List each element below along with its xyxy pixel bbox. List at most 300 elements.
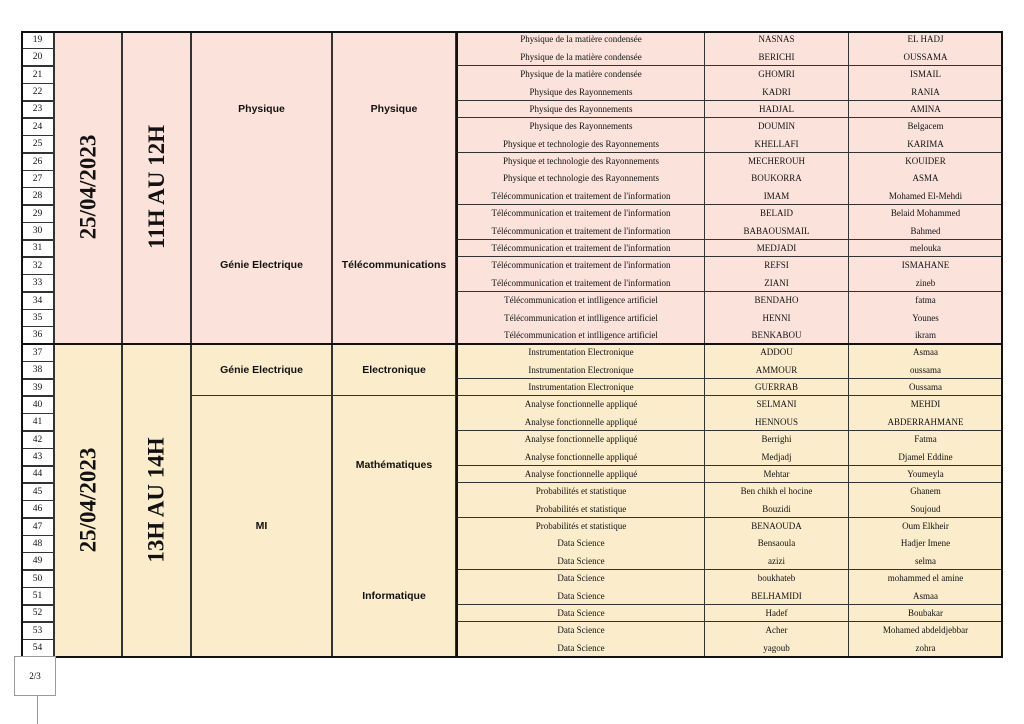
nom-cell-text: SELMANI (756, 399, 797, 410)
specialite-cell-text: Télécommunication et intlligence artificiel (504, 295, 658, 306)
specialite-cell (456, 639, 704, 657)
prenom-cell-text: zohra (915, 642, 936, 653)
specialite-cell-text: Physique de la matière condensée (520, 34, 642, 45)
nom-cell (704, 622, 848, 640)
prenom-cell (848, 518, 1003, 536)
specialite-cell (456, 535, 704, 553)
nom-cell (704, 118, 848, 136)
nom-cell-text: BERICHI (758, 51, 795, 62)
prenom-cell-text: Oussama (909, 382, 942, 393)
nom-cell (704, 639, 848, 657)
prenom-cell-text: MEHDI (910, 399, 941, 410)
specialite-cell-text: Télécommunication et intlligence artificiel (504, 312, 658, 323)
prenom-cell (848, 326, 1003, 344)
prenom-cell (848, 466, 1003, 484)
nom-cell-text: BELAID (760, 208, 793, 219)
prenom-cell-text: Soujoud (910, 503, 941, 514)
page-number-box (14, 656, 56, 696)
prenom-cell (848, 153, 1003, 171)
filiere-cell (332, 396, 456, 536)
nom-cell-text: HADJAL (759, 103, 794, 114)
row-number (21, 153, 54, 171)
prenom-cell (848, 639, 1003, 657)
row-number-text: 41 (32, 417, 43, 428)
prenom-cell-text: melouka (910, 242, 941, 253)
prenom-cell (848, 535, 1003, 553)
prenom-cell-text: Bahmed (910, 225, 941, 236)
row-number-text: 45 (32, 486, 43, 497)
nom-cell-text: BENDAHO (754, 295, 799, 306)
nom-cell (704, 605, 848, 623)
nom-cell (704, 396, 848, 414)
domaine-cell-text: MI (255, 520, 268, 533)
row-number (21, 101, 54, 119)
nom-cell (704, 483, 848, 501)
prenom-cell-text: KARIMA (907, 138, 944, 149)
nom-cell-text: BELHAMIDI (751, 590, 802, 601)
specialite-cell-text: Analyse fonctionnelle appliqué (524, 416, 638, 427)
session-time-text: 11H AU 12H (143, 125, 169, 250)
row-number (21, 448, 54, 466)
row-number-text: 53 (32, 625, 43, 636)
domaine-cell (191, 187, 332, 344)
prenom-cell-text: Asmaa (913, 347, 938, 358)
nom-cell-text: NASNAS (758, 34, 795, 45)
nom-cell (704, 292, 848, 310)
specialite-cell (456, 587, 704, 605)
specialite-cell-text: Physique des Rayonnements (529, 121, 633, 132)
row-number (21, 66, 54, 84)
specialite-cell (456, 396, 704, 414)
specialite-cell (456, 552, 704, 570)
prenom-cell (848, 135, 1003, 153)
row-number-text: 25 (32, 139, 43, 150)
row-number (21, 639, 54, 657)
row-number (21, 466, 54, 484)
row-number (21, 31, 54, 49)
nom-cell (704, 552, 848, 570)
prenom-cell-text: Belgacem (907, 121, 944, 132)
nom-cell-text: REFSI (764, 260, 789, 271)
specialite-cell (456, 101, 704, 119)
row-number (21, 326, 54, 344)
row-number (21, 222, 54, 240)
domaine-cell-text: Génie Electrique (220, 363, 303, 376)
row-number (21, 344, 54, 362)
row-number (21, 187, 54, 205)
specialite-cell (456, 570, 704, 588)
specialite-cell (456, 153, 704, 171)
specialite-cell-text: Probabilités et statistique (535, 521, 627, 532)
prenom-cell-text: Fatma (914, 434, 937, 445)
nom-cell (704, 257, 848, 275)
prenom-cell-text: zineb (915, 277, 936, 288)
row-number (21, 118, 54, 136)
nom-cell (704, 535, 848, 553)
specialite-cell-text: Data Science (557, 590, 605, 601)
prenom-cell (848, 31, 1003, 49)
row-number-text: 37 (32, 347, 43, 358)
nom-cell (704, 500, 848, 518)
row-number-text: 26 (32, 156, 43, 167)
row-number-text: 39 (32, 382, 43, 393)
row-number-text: 35 (32, 313, 43, 324)
domaine-cell (191, 31, 332, 188)
prenom-cell (848, 552, 1003, 570)
prenom-cell-text: OUSSAMA (903, 51, 948, 62)
specialite-cell-text: Télécommunication et traitement de l'information (491, 190, 671, 201)
specialite-cell (456, 431, 704, 449)
session-time (122, 31, 191, 344)
specialite-cell (456, 257, 704, 275)
prenom-cell-text: Ghanem (910, 486, 941, 497)
specialite-cell-text: Télécommunication et traitement de l'information (491, 277, 671, 288)
row-number-text: 36 (32, 330, 43, 341)
nom-cell-text: Hadef (765, 607, 788, 618)
nom-cell-text: azizi (768, 555, 785, 566)
row-number-text: 34 (32, 295, 43, 306)
prenom-cell-text: fatma (915, 295, 936, 306)
exam-schedule-table (21, 31, 1003, 657)
nom-cell (704, 309, 848, 327)
nom-cell-text: BENKABOU (751, 329, 802, 340)
filiere-cell (332, 31, 456, 188)
nom-cell-text: ADDOU (760, 347, 793, 358)
row-number (21, 274, 54, 292)
nom-cell-text: yagoub (763, 642, 790, 653)
row-number (21, 570, 54, 588)
row-number-text: 32 (32, 260, 43, 271)
row-number-text: 22 (32, 87, 43, 98)
specialite-cell (456, 361, 704, 379)
row-number-text: 48 (32, 538, 43, 549)
specialite-cell (456, 466, 704, 484)
specialite-cell (456, 605, 704, 623)
nom-cell-text: Bensaoula (757, 538, 796, 549)
specialite-cell (456, 274, 704, 292)
nom-cell-text: Bouzidi (762, 503, 791, 514)
prenom-cell (848, 118, 1003, 136)
nom-cell-text: Acher (765, 625, 788, 636)
prenom-cell (848, 622, 1003, 640)
prenom-cell-text: Belaid Mohammed (890, 208, 961, 219)
row-number-text: 20 (32, 52, 43, 63)
row-number (21, 483, 54, 501)
session-date (54, 344, 122, 657)
row-number-text: 50 (32, 573, 43, 584)
row-number-text: 54 (32, 643, 43, 654)
specialite-cell-text: Probabilités et statistique (535, 486, 627, 497)
nom-cell (704, 153, 848, 171)
row-number (21, 396, 54, 414)
specialite-cell-text: Data Science (557, 573, 605, 584)
page-connector-line (37, 696, 38, 724)
nom-cell-text: KADRI (762, 86, 791, 97)
row-number (21, 587, 54, 605)
row-number-text: 23 (32, 104, 43, 115)
session-time-text: 13H AU 14H (143, 437, 169, 563)
specialite-cell (456, 448, 704, 466)
specialite-cell (456, 66, 704, 84)
specialite-cell-text: Physique et technologie des Rayonnements (503, 173, 659, 184)
specialite-cell (456, 500, 704, 518)
specialite-cell (456, 222, 704, 240)
specialite-cell (456, 118, 704, 136)
row-number-text: 52 (32, 608, 43, 619)
nom-cell (704, 448, 848, 466)
row-number-text: 43 (32, 452, 43, 463)
nom-cell-text: IMAM (763, 190, 790, 201)
specialite-cell-text: Instrumentation Electronique (528, 347, 634, 358)
row-number (21, 292, 54, 310)
filiere-cell (332, 344, 456, 397)
specialite-cell-text: Data Science (557, 538, 605, 549)
session-date (54, 31, 122, 344)
specialite-cell (456, 83, 704, 101)
nom-cell (704, 326, 848, 344)
specialite-cell-text: Analyse fonctionnelle appliqué (524, 434, 638, 445)
prenom-cell-text: Mohamed abdeldjebbar (882, 625, 969, 636)
row-number-text: 21 (32, 69, 43, 80)
nom-cell-text: Berrighi (761, 434, 792, 445)
specialite-cell (456, 292, 704, 310)
row-number-text: 29 (32, 208, 43, 219)
prenom-cell (848, 187, 1003, 205)
row-number-text: 28 (32, 191, 43, 202)
specialite-cell-text: Physique de la matière condensée (520, 69, 642, 80)
nom-cell-text: MECHEROUH (747, 156, 805, 167)
prenom-cell-text: Boubakar (908, 607, 943, 618)
prenom-cell-text: Asmaa (913, 590, 938, 601)
nom-cell-text: Ben chikh el hocine (740, 486, 813, 497)
prenom-cell (848, 205, 1003, 223)
specialite-cell-text: Télécommunication et traitement de l'information (491, 260, 671, 271)
prenom-cell-text: AMINA (910, 103, 941, 114)
prenom-cell (848, 379, 1003, 397)
nom-cell-text: ZIANI (764, 277, 789, 288)
prenom-cell (848, 587, 1003, 605)
row-number-text: 47 (32, 521, 43, 532)
specialite-cell-text: Télécommunication et traitement de l'information (491, 208, 671, 219)
row-number (21, 552, 54, 570)
filiere-cell-text: Informatique (362, 589, 426, 602)
nom-cell-text: MEDJADI (756, 242, 797, 253)
prenom-cell-text: Mohamed El-Mehdi (888, 190, 963, 201)
specialite-cell (456, 187, 704, 205)
specialite-cell-text: Physique de la matière condensée (520, 51, 642, 62)
nom-cell (704, 240, 848, 258)
row-number (21, 622, 54, 640)
nom-cell-text: KHELLAFI (754, 138, 799, 149)
prenom-cell (848, 66, 1003, 84)
nom-cell (704, 48, 848, 66)
prenom-cell (848, 413, 1003, 431)
row-number (21, 240, 54, 258)
specialite-cell-text: Data Science (557, 555, 605, 566)
prenom-cell-text: Hadjer Imene (900, 538, 951, 549)
specialite-cell (456, 31, 704, 49)
prenom-cell-text: Oum Elkheir (902, 521, 949, 532)
prenom-cell-text: selma (915, 555, 936, 566)
prenom-cell-text: Djamel Eddine (898, 451, 953, 462)
row-number (21, 518, 54, 536)
specialite-cell (456, 135, 704, 153)
specialite-cell-text: Instrumentation Electronique (528, 382, 634, 393)
nom-cell (704, 379, 848, 397)
nom-cell (704, 83, 848, 101)
nom-cell (704, 222, 848, 240)
nom-cell-text: BABAOUSMAIL (743, 225, 810, 236)
row-number (21, 605, 54, 623)
nom-cell (704, 361, 848, 379)
nom-cell-text: BOUKORRA (751, 173, 802, 184)
specialite-cell-text: Physique des Rayonnements (529, 103, 633, 114)
row-number-text: 49 (32, 556, 43, 567)
specialite-cell-text: Data Science (557, 625, 605, 636)
prenom-cell (848, 48, 1003, 66)
prenom-cell (848, 431, 1003, 449)
prenom-cell-text: ISMAIL (910, 69, 941, 80)
nom-cell-text: Mehtar (763, 468, 790, 479)
specialite-cell (456, 379, 704, 397)
domaine-cell (191, 396, 332, 657)
nom-cell-text: DOUMIN (758, 121, 795, 132)
nom-cell-text: AMMOUR (755, 364, 798, 375)
page-number: 2/3 (29, 671, 41, 681)
prenom-cell-text: KOUIDER (905, 156, 946, 167)
nom-cell (704, 205, 848, 223)
specialite-cell-text: Télécommunication et traitement de l'information (491, 242, 671, 253)
prenom-cell (848, 101, 1003, 119)
row-number (21, 205, 54, 223)
nom-cell-text: HENNI (762, 312, 791, 323)
session-time (122, 344, 191, 657)
prenom-cell (848, 605, 1003, 623)
row-number-text: 24 (32, 121, 43, 132)
specialite-cell (456, 483, 704, 501)
nom-cell (704, 101, 848, 119)
filiere-cell (332, 187, 456, 344)
specialite-cell (456, 170, 704, 188)
row-number-text: 19 (32, 34, 43, 45)
prenom-cell-text: ASMA (912, 173, 939, 184)
row-number (21, 379, 54, 397)
nom-cell-text: boukhateb (757, 573, 796, 584)
specialite-cell-text: Télécommunication et intlligence artificiel (504, 329, 658, 340)
nom-cell (704, 587, 848, 605)
row-number-text: 27 (32, 173, 43, 184)
row-number (21, 361, 54, 379)
session-date-text: 25/04/2023 (75, 134, 100, 240)
domaine-cell (191, 344, 332, 397)
specialite-cell-text: Analyse fonctionnelle appliqué (524, 451, 638, 462)
prenom-cell (848, 257, 1003, 275)
specialite-cell-text: Physique et technologie des Rayonnements (503, 138, 659, 149)
prenom-cell (848, 309, 1003, 327)
session-date-text: 25/04/2023 (75, 447, 100, 553)
prenom-cell (848, 240, 1003, 258)
nom-cell (704, 274, 848, 292)
prenom-cell (848, 292, 1003, 310)
prenom-cell (848, 570, 1003, 588)
row-number (21, 309, 54, 327)
prenom-cell (848, 83, 1003, 101)
nom-cell (704, 31, 848, 49)
specialite-cell (456, 240, 704, 258)
row-number (21, 257, 54, 275)
prenom-cell (848, 170, 1003, 188)
nom-cell (704, 431, 848, 449)
nom-cell (704, 187, 848, 205)
nom-cell-text: HENNOUS (754, 416, 798, 427)
nom-cell (704, 466, 848, 484)
prenom-cell (848, 361, 1003, 379)
row-number-text: 46 (32, 504, 43, 515)
specialite-cell-text: Physique et technologie des Rayonnements (503, 156, 659, 167)
prenom-cell (848, 500, 1003, 518)
prenom-cell-text: ikram (915, 329, 936, 340)
prenom-cell (848, 448, 1003, 466)
row-number-text: 31 (32, 243, 43, 254)
specialite-cell-text: Instrumentation Electronique (528, 364, 634, 375)
row-number (21, 48, 54, 66)
prenom-cell-text: Younes (912, 312, 939, 323)
prenom-cell-text: mohammed el amine (887, 573, 964, 584)
specialite-cell (456, 205, 704, 223)
specialite-cell (456, 413, 704, 431)
row-number (21, 135, 54, 153)
prenom-cell (848, 396, 1003, 414)
specialite-cell (456, 344, 704, 362)
prenom-cell (848, 483, 1003, 501)
nom-cell (704, 570, 848, 588)
specialite-cell-text: Probabilités et statistique (535, 503, 627, 514)
prenom-cell-text: RANIA (911, 86, 940, 97)
specialite-cell (456, 48, 704, 66)
prenom-cell-text: ISMAHANE (901, 260, 950, 271)
nom-cell (704, 170, 848, 188)
prenom-cell-text: oussama (910, 364, 941, 375)
specialite-cell (456, 622, 704, 640)
specialite-cell (456, 326, 704, 344)
row-number (21, 170, 54, 188)
row-number (21, 431, 54, 449)
specialite-cell-text: Data Science (557, 642, 605, 653)
prenom-cell-text: Youmeyla (907, 468, 944, 479)
nom-cell (704, 66, 848, 84)
nom-cell (704, 518, 848, 536)
filiere-cell-text: Electronique (362, 363, 426, 376)
specialite-cell-text: Analyse fonctionnelle appliqué (524, 468, 638, 479)
row-number (21, 535, 54, 553)
nom-cell-text: GUERRAB (754, 382, 798, 393)
filiere-cell (332, 535, 456, 657)
row-number-text: 30 (32, 226, 43, 237)
nom-cell (704, 344, 848, 362)
prenom-cell (848, 222, 1003, 240)
prenom-cell (848, 344, 1003, 362)
nom-cell-text: BENAOUDA (751, 521, 802, 532)
nom-cell-text: GHOMRI (758, 69, 795, 80)
specialite-cell-text: Physique des Rayonnements (529, 86, 633, 97)
row-number-text: 33 (32, 278, 43, 289)
filiere-cell-text: Télécommunications (341, 259, 447, 272)
filiere-cell-text: Mathématiques (355, 459, 433, 472)
specialite-cell (456, 518, 704, 536)
row-number (21, 83, 54, 101)
row-number-text: 51 (32, 591, 43, 602)
nom-cell-text: Medjadj (761, 451, 792, 462)
